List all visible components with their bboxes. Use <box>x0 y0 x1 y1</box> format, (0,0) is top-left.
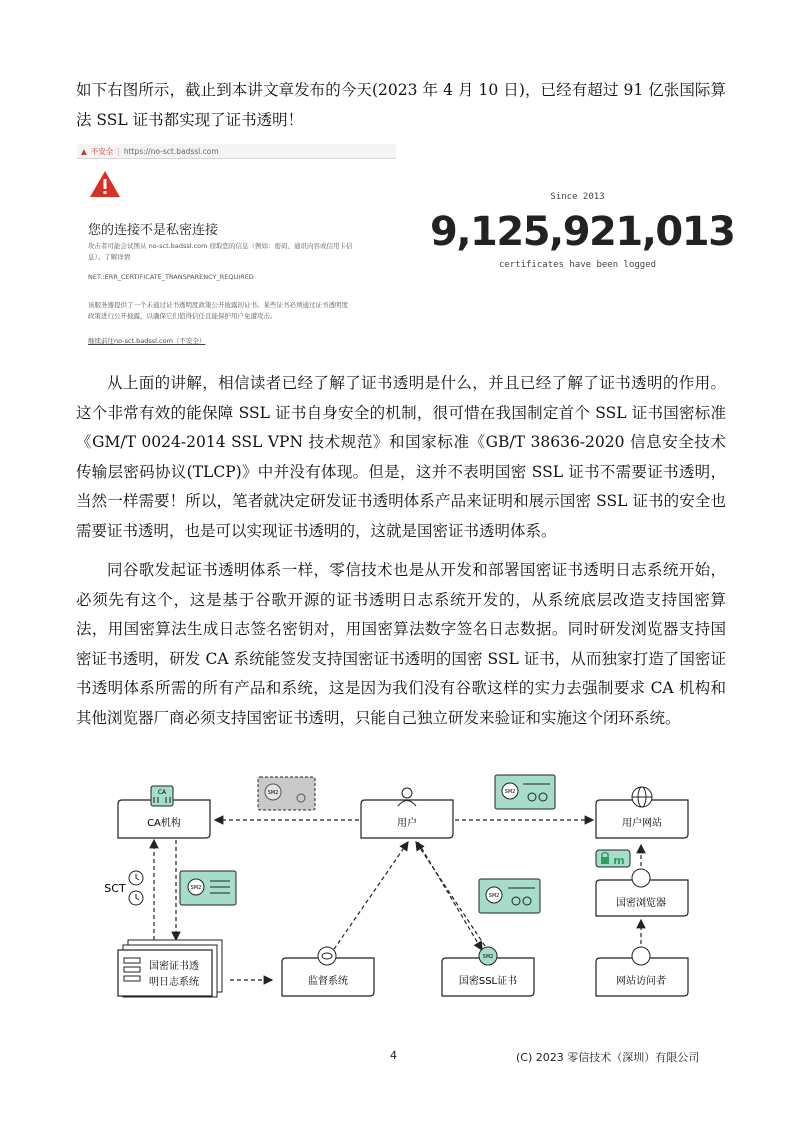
intro-paragraph: 如下右图所示，截止到本讲文章发布的今天(2023 年 4 月 10 日)，已经有超过 91 亿张国际算法 SSL 证书都实现了证书透明！ <box>76 81 726 129</box>
warning-line-2: 息）。了解详情 <box>88 253 131 261</box>
ssl-cert-label: 国密SSL证书 <box>458 976 518 987</box>
not-secure-label: 不安全 <box>90 146 114 156</box>
user-card-seal-label: SM2 <box>504 789 516 795</box>
log-system-label-1: 国密证书透 <box>149 961 199 972</box>
counter-caption: certificates have been logged <box>498 260 657 270</box>
secure-lock-badge <box>596 850 630 867</box>
counter-since: Since 2013 <box>550 192 605 202</box>
ca-certificate-card <box>180 871 236 905</box>
browser-node <box>596 869 688 916</box>
log-list-icon <box>124 958 140 981</box>
website-label: 用户网站 <box>622 818 662 829</box>
warning-line-4: 政策进行公开披露，以确保它们值得信任且能保护用户免遭攻击。 <box>88 312 277 320</box>
sct-label: SCT <box>104 882 126 895</box>
log-system-label-2: 明日志系统 <box>149 977 199 988</box>
user-label: 用户 <box>397 818 417 829</box>
sct-indicator <box>104 871 143 905</box>
ca-badge-label: CA <box>157 789 167 796</box>
ct-log-system-node <box>118 940 222 997</box>
user-certificate-card <box>495 775 555 809</box>
visitor-icon <box>632 947 650 965</box>
body-paragraph-2: 从上面的讲解，相信读者已经了解了证书透明是什么，并且已经了解了证书透明的作用。这个非常有效的能保障 SSL 证书自身安全的机制，很可惜在我国制定首个 SSL 证书国密标准《GM/T 0024-2014 SSL VPN 技术规范》和国家标准《GB/T 38636-2020 信息安全技术传输层密码协议(TLCP)》中并没有体现。但是，这并不表明国密 SSL 证书不需要证书透明，当然一样需要！所以，笔者就决定研发证书透明体系产品来证明和展示国密 SSL 证书的安全也需要证书透明，也是可以实现证书透明的，这就是国密证书透明体系。 <box>76 374 726 540</box>
proceed-link[interactable]: 继续前往no-sct.badssl.com（不安全） <box>88 337 206 345</box>
warning-triangle-icon: ▲ <box>81 146 87 156</box>
visitor-label: 网站访问者 <box>616 976 666 987</box>
ca-label: CA机构 <box>147 818 181 829</box>
website-node <box>596 787 688 838</box>
ssl-node-seal-label: SM2 <box>482 954 494 960</box>
ca-node <box>118 786 210 838</box>
monitor-node <box>282 947 374 996</box>
ssl-cert-node <box>442 947 534 996</box>
warning-line-1: 攻击者可能会试图从 no-sct.badssl.com 窃取您的信息（例如：密码、通讯内容或信用卡信 <box>88 242 353 250</box>
monitor-label: 监督系统 <box>308 976 348 987</box>
address-url: https://no-sct.badssl.com <box>123 146 219 156</box>
warning-heading: 您的连接不是私密连接 <box>88 223 219 238</box>
grey-certificate-card <box>258 777 315 810</box>
footer-copyright: (C) 2023 零信技术（深圳）有限公司 <box>516 1051 700 1064</box>
browser-icon <box>632 869 650 887</box>
ca-card-seal-label: SM2 <box>190 885 202 891</box>
warning-line-3: 该服务器提供了一个未通过证书透明度政策公开披露的证书。某些证书必须通过证书透明度 <box>88 301 348 309</box>
lock-badge-letter: m <box>613 854 625 867</box>
user-node <box>361 788 453 838</box>
ssl-card-seal-label: SM2 <box>488 893 500 899</box>
visitor-node <box>596 947 688 996</box>
address-bar: ▲ 不安全 | https://no-sct.badssl.com <box>77 144 396 159</box>
browser-label: 国密浏览器 <box>616 898 666 909</box>
ssl-certificate-card <box>479 879 540 913</box>
body-paragraph-3: 同谷歌发起证书透明体系一样，零信技术也是从开发和部署国密证书透明日志系统开始，必须先有这个，这是基于谷歌开源的证书透明日志系统开发的，从系统底层改造支持国密算法，用国密算法生成日志签名密钥对，用国密算法数字签名日志数据。同时研发浏览器支持国密证书透明，研发 CA 系统能签发支持国密证书透明的国密 SSL 证书，从而独家打造了国密证书透明体系所需的所有产品和系统，这是因为我们没有谷歌这样的实力去强制要求 CA 机构和其他浏览器厂商必须支持国密证书透明，只能自己独立研发来验证和实施这个闭环系统。 <box>76 561 726 727</box>
counter-number: 9,125,921,013 <box>430 209 735 255</box>
eye-shield-icon <box>318 947 336 965</box>
grey-card-seal-label: SM2 <box>267 790 279 796</box>
user-icon <box>402 788 412 798</box>
lock-icon <box>601 857 609 864</box>
page-number: 4 <box>390 1049 397 1062</box>
error-code: NET::ERR_CERTIFICATE_TRANSPARENCY_REQUIRED <box>88 273 254 281</box>
